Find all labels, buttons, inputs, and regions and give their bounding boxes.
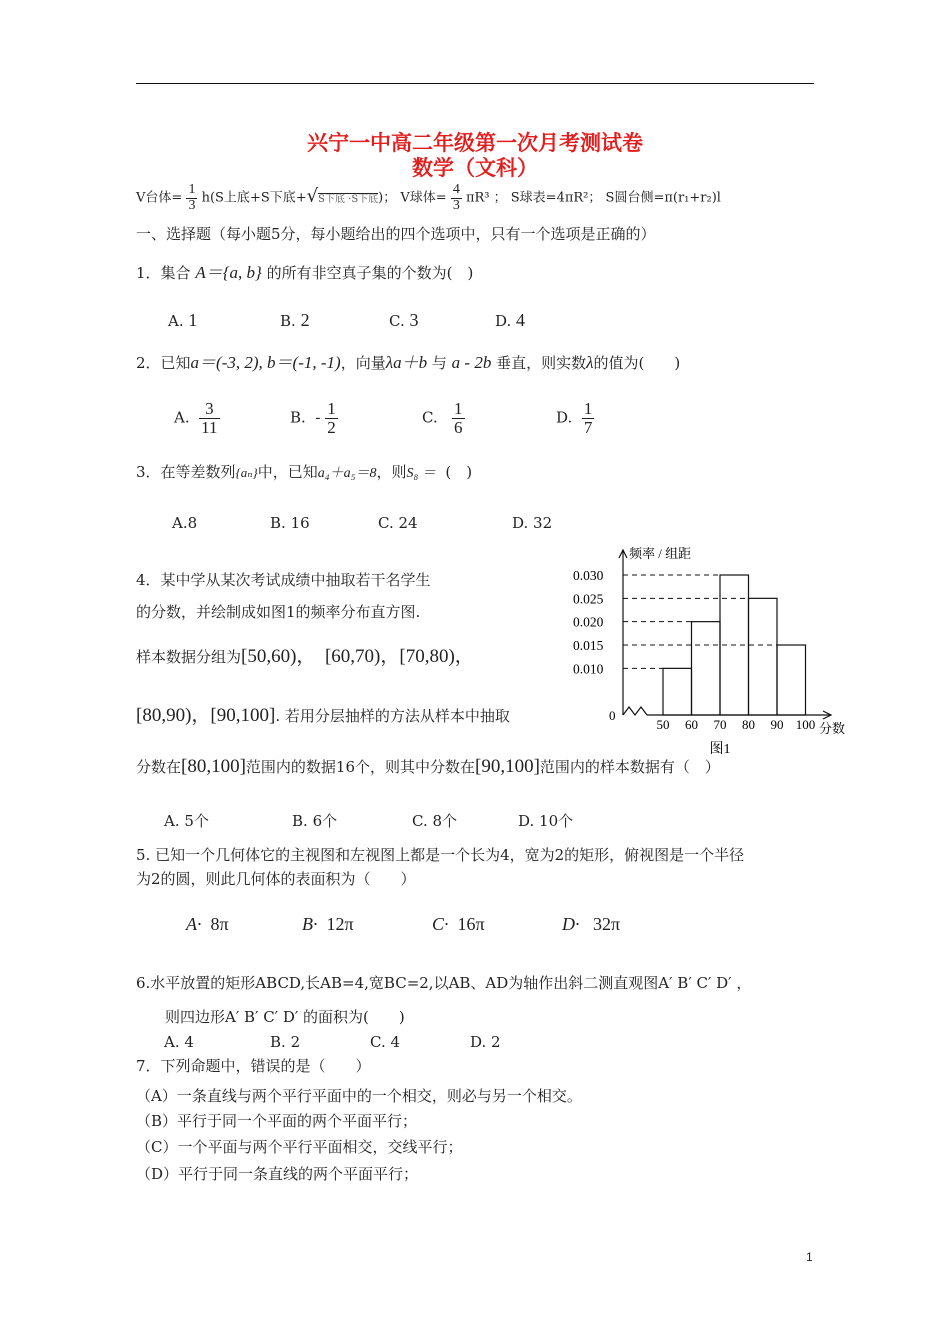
histogram-bar	[777, 645, 806, 715]
group-5: [90,100]	[210, 705, 276, 726]
x-tick-label: 80	[742, 717, 755, 732]
q1-stem: 1．集合 A＝{a, b} 的所有非空真子集的个数为( )	[136, 263, 474, 282]
q7-item-a[interactable]: （A）一条直线与两个平行平面中的一个相交，则必与另一个相交。	[136, 1087, 582, 1105]
group-3: [70,80)，	[399, 646, 474, 667]
section-heading: 一、选择题（每小题5分，每小题给出的四个选项中，只有一个选项是正确的）	[136, 225, 656, 243]
q3-option-c[interactable]: C. 24	[378, 514, 418, 532]
header-rule	[136, 83, 814, 84]
q7-stem: 7．下列命题中，错误的是（ ）	[136, 1057, 371, 1075]
y-tick-label: 0.020	[573, 614, 604, 630]
x-tick-label: 70	[713, 717, 727, 732]
y-tick-label: 0.030	[573, 568, 604, 583]
group-2: [60,70)，	[324, 646, 400, 667]
y-tick-label: 0.015	[573, 638, 604, 653]
q4-line5: 分数在[80,100]范围内的数据16个，则其中分数在[90,100]范围内的样本数据有（ ）	[136, 756, 720, 777]
q4-option-d[interactable]: D. 10个	[518, 812, 574, 830]
q6-option-b[interactable]: B. 2	[270, 1033, 301, 1051]
q1-option-a[interactable]: A. 1	[168, 310, 198, 330]
y-tick-label: 0.010	[573, 661, 604, 677]
chart-title: 图1	[709, 742, 731, 757]
q6-option-d[interactable]: D. 2	[470, 1033, 501, 1051]
q1-option-c[interactable]: C. 3	[389, 310, 419, 330]
q6-option-c[interactable]: C. 4	[370, 1033, 401, 1051]
v-frustum-sqrt: S下底 ·S下底	[318, 193, 379, 205]
q3-stem: 3．在等差数列{aₙ}中，已知a₄＋a₅＝8，则S₈ ＝ ( )	[136, 463, 473, 481]
y-axis-label: 频率 / 组距	[629, 546, 692, 561]
q7-item-b[interactable]: （B）平行于同一个平面的两个平面平行；	[136, 1112, 418, 1130]
group-1: [50,60)，	[241, 646, 316, 667]
histogram-bar	[692, 622, 721, 715]
x-tick-label: 90	[770, 717, 784, 732]
origin-label: 0	[609, 708, 616, 723]
q3-option-b[interactable]: B. 16	[270, 514, 310, 532]
v-frustum-lhs: V台体	[136, 190, 172, 206]
q5-option-b[interactable]: B· 12π	[302, 914, 354, 934]
frequency-histogram	[565, 540, 855, 765]
q7-item-d[interactable]: （D）平行于同一条直线的两个平面平行；	[136, 1165, 419, 1183]
q4-line2: 的分数，并绘制成如图1的频率分布直方图.	[136, 603, 421, 621]
v-sphere-rhs: πR³ ；	[465, 190, 507, 206]
histogram-bar	[749, 598, 778, 715]
q7-item-c[interactable]: （C）一个平面与两个平行平面相交，交线平行；	[136, 1138, 463, 1156]
q5-option-c[interactable]: C· 16π	[432, 914, 485, 934]
q5-line1: 5. 已知一个几何体它的主视图和左视图上都是一个长为4，宽为2的矩形，俯视图是一个半径	[136, 846, 745, 864]
histogram-bar	[663, 668, 692, 715]
q4-line3: 样本数据分组为[50,60)， [60,70)，[70,80)，	[136, 646, 474, 667]
q4-option-c[interactable]: C. 8个	[412, 812, 458, 830]
q2-option-a[interactable]: A. $\frac{3}{11}$	[174, 399, 218, 437]
q5-option-a[interactable]: A· 8π	[186, 914, 229, 934]
q1-option-b[interactable]: B. 2	[280, 310, 310, 330]
x-tick-label: 60	[685, 717, 698, 732]
q4-option-b[interactable]: B. 6个	[292, 812, 338, 830]
s-sphere: S球表=4πR²；	[510, 190, 602, 206]
x-tick-label: 100	[795, 717, 816, 732]
v-sphere-fraction: $\frac{4}{3}$	[452, 182, 460, 213]
x-tick-label: 50	[656, 717, 670, 732]
exam-title: 兴宁一中高二年级第一次月考测试卷	[307, 130, 643, 155]
y-tick-label: 0.025	[573, 591, 604, 607]
page-number: 1	[806, 1250, 813, 1264]
q6-line1: 6.水平放置的矩形ABCD,长AB=4,宽BC=2,以AB、AD为轴作出斜二测直观图A′ B′ C′ D′ ，	[136, 974, 752, 992]
axis-break	[623, 707, 647, 715]
q1-option-d[interactable]: D. 4	[495, 310, 526, 330]
q3-option-d[interactable]: D. 32	[512, 514, 553, 532]
q6-option-a[interactable]: A. 4	[164, 1033, 194, 1051]
q2-option-c[interactable]: C. $\frac{1}{6}$	[422, 399, 463, 437]
q4-line4: [80,90)，[90,100]. 若用分层抽样的方法从样本中抽取	[136, 705, 510, 726]
exam-subtitle: 数学（文科）	[412, 155, 538, 180]
v-sphere-lhs: V球体=	[400, 190, 447, 206]
s-cone: S圆台侧=π(r₁+r₂)l	[605, 190, 721, 206]
v-frustum-fraction: $\frac{1}{3}$	[188, 182, 196, 213]
q2-option-b[interactable]: B. - $\frac{1}{2}$	[290, 399, 336, 437]
q5-line2: 为2的圆，则此几何体的表面积为（ ）	[136, 870, 416, 888]
q3-option-a[interactable]: A.8	[172, 514, 198, 532]
x-axis-label: 分数	[819, 721, 846, 736]
q4-option-a[interactable]: A. 5个	[164, 812, 209, 830]
group-4: [80,90)，	[136, 705, 211, 726]
q1-set: A＝{a, b}	[195, 263, 262, 282]
q6-line2: 则四边形A′ B′ C′ D′ 的面积为( )	[165, 1008, 405, 1026]
formula-line: V台体= $\frac{1}{3}$ h(S上底+S下底+√S下底 ·S下底)； V球体= $\frac{4}{3}$ πR³ ； S球表=4πR²； S圆台侧=π(r₁+r₂)l	[136, 182, 721, 213]
q2-stem: 2．已知a＝(-3, 2), b＝(-1, -1)，向量λa＋b 与 a - 2b 垂直，则实数λ的值为( )	[136, 353, 681, 372]
q5-option-d[interactable]: D· 32π	[562, 914, 621, 934]
v-frustum-rhs: h(S上底+S下底+	[201, 190, 307, 206]
q4-line1: 4．某中学从某次考试成绩中抽取若干名学生	[136, 571, 431, 589]
q2-option-d[interactable]: D. $\frac{1}{7}$	[556, 399, 593, 437]
